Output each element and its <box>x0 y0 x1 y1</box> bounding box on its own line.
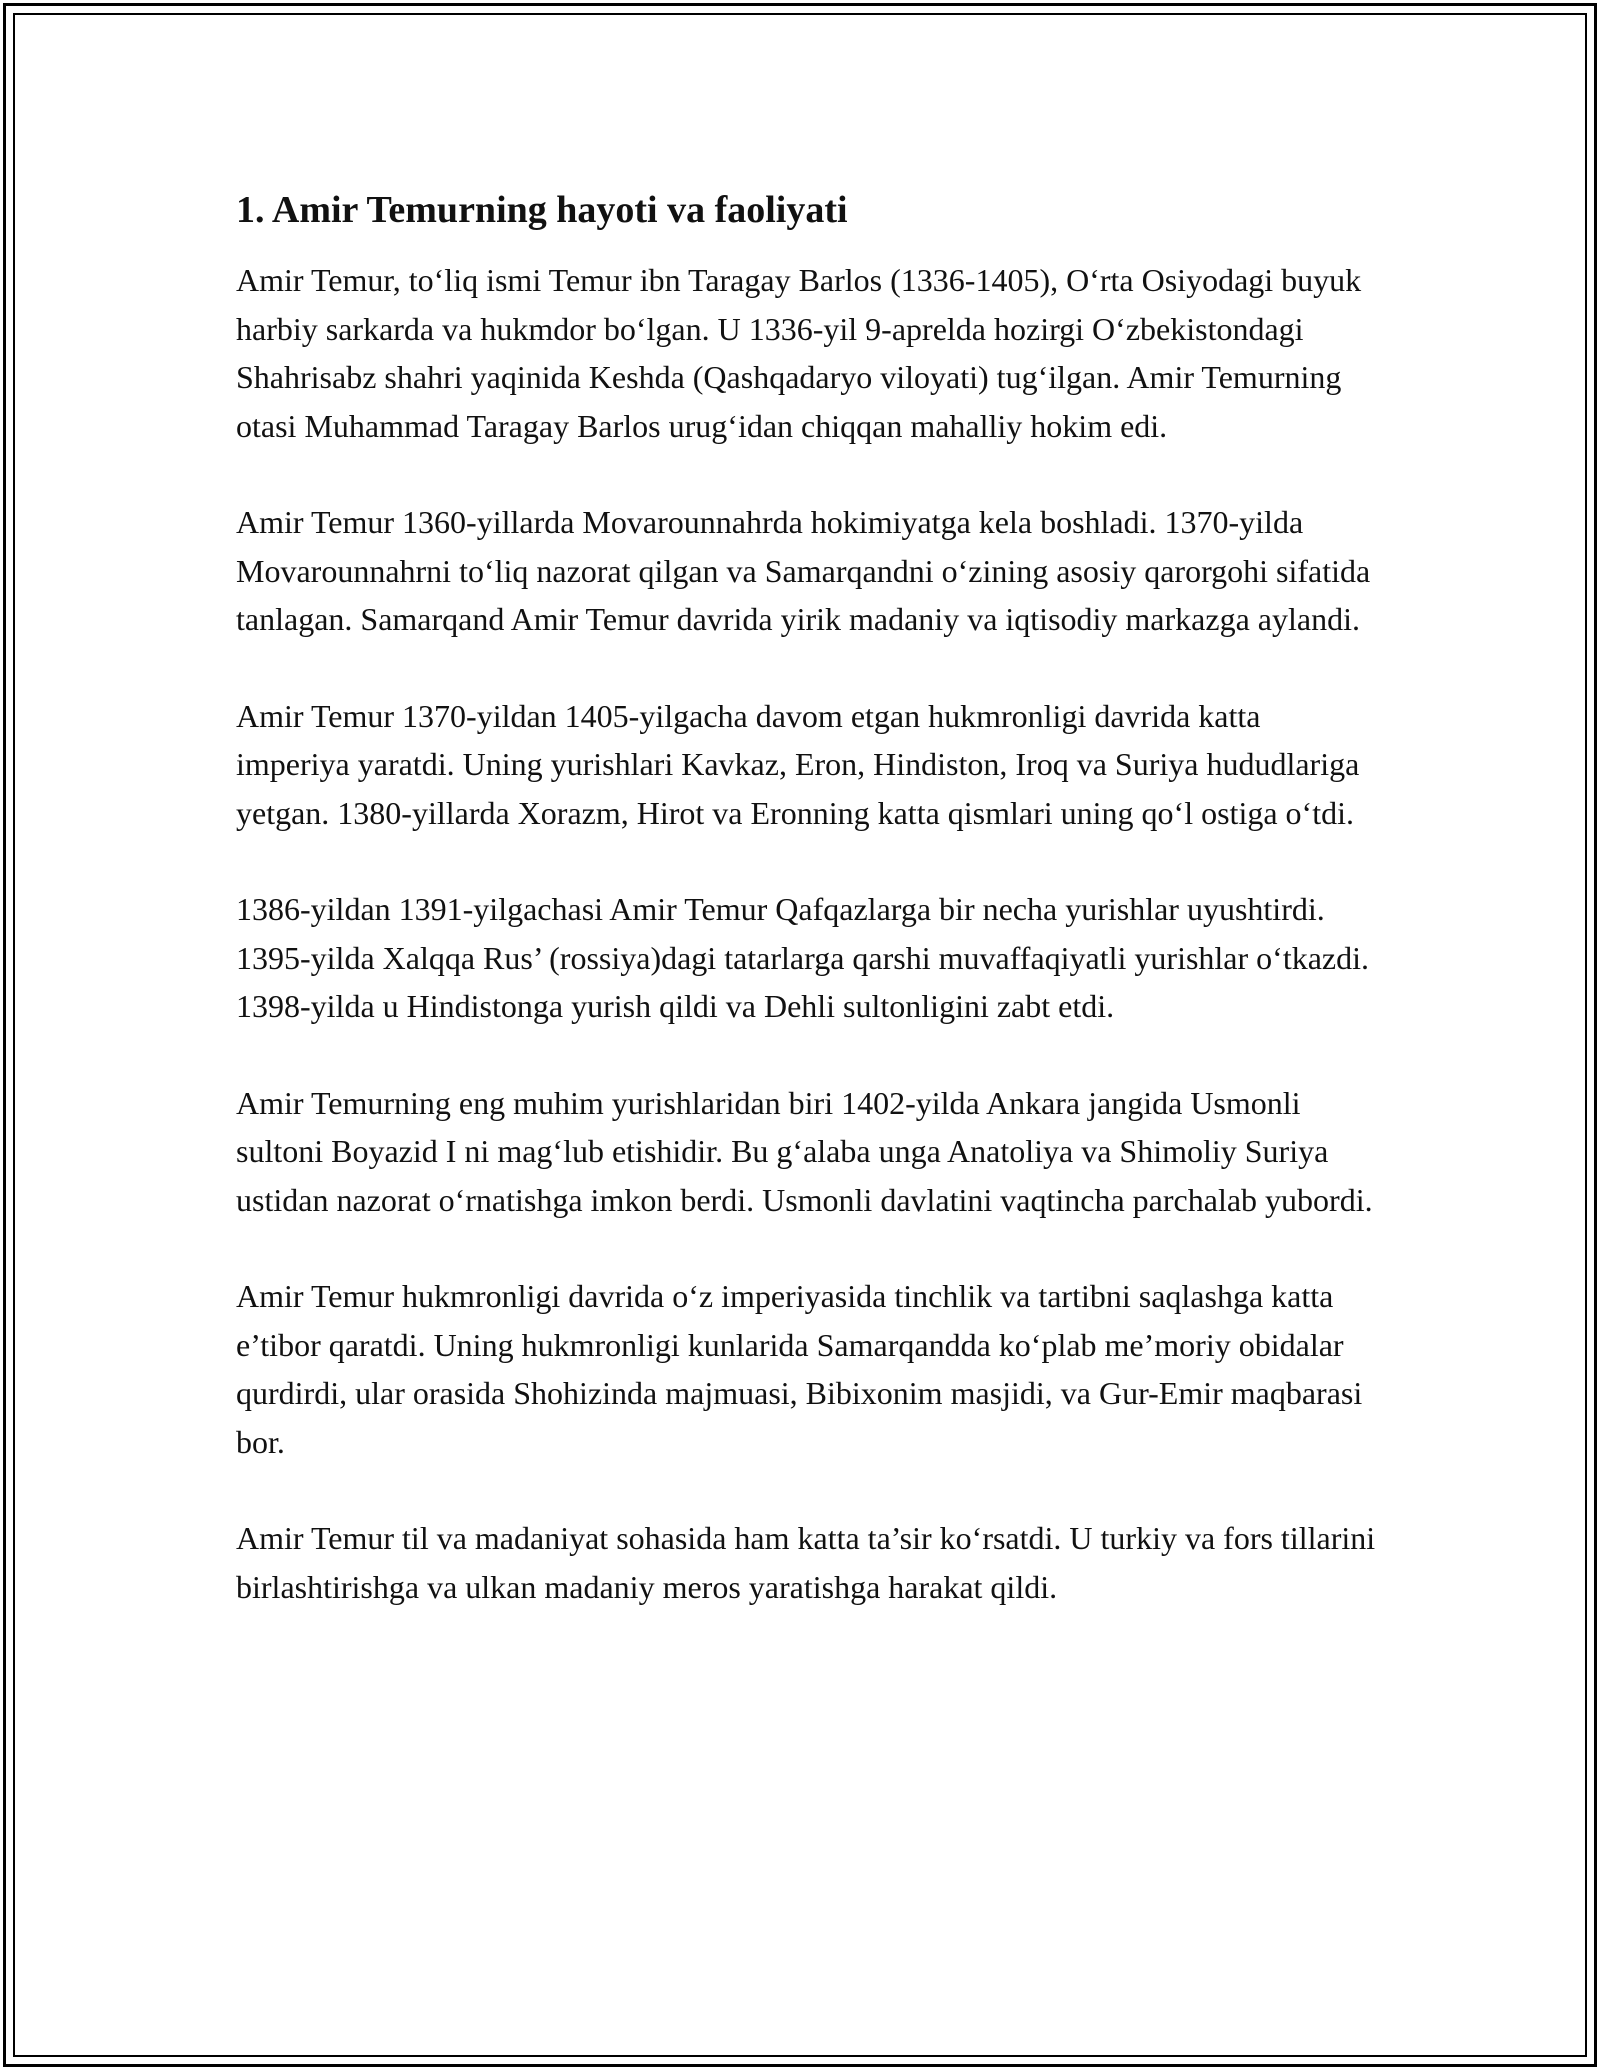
paragraph-1: Amir Temur, to‘liq ismi Temur ibn Taragay Barlos (1336-1405), O‘rta Osiyodagi buyuk harbiy sarkarda va hukmdor bo‘lgan. U 1336-yil 9-aprelda hozirgi O‘zbekistondagi Shahrisabz shahri yaqinida Keshda (Qashqadaryo viloyati) tug‘ilgan. Amir Temurning otasi Muhammad Taragay Barlos urug‘idan chiqqan mahalliy hokim edi. <box>236 262 1362 444</box>
document-title: 1. Amir Temurning hayoti va faoliyati <box>236 189 848 231</box>
document-body <box>236 184 1376 1659</box>
paragraph-5: Amir Temurning eng muhim yurishlaridan biri 1402-yilda Ankara jangida Usmonli sultoni Boyazid I ni mag‘lub etishidir. Bu g‘alaba unga Anatoliya va Shimoliy Suriya ustidan nazorat o‘rnatishga imkon berdi. Usmonli davlatini vaqtincha parchalab yubordi. <box>236 1084 1373 1218</box>
paragraph-6: Amir Temur hukmronligi davrida o‘z imperiyasida tinchlik va tartibni saqlashga katta e’tibor qaratdi. Uning hukmronligi kunlarida Samarqandda ko‘plab me’moriy obidalar qurdirdi, ular orasida Shohizinda majmuasi, Bibixonim masjidi, va Gur-Emir maqbarasi bor. <box>236 1278 1363 1460</box>
paragraph-4: 1386-yildan 1391-yilgachasi Amir Temur Qafqazlarga bir necha yurishlar uyushtirdi. 1395-yilda Xalqqa Rus’ (rossiya)dagi tatarlarga qarshi muvaffaqiyatli yurishlar o‘tkazdi. 1398-yilda u Hindistonga yurish qildi va Dehli sultonligini zabt etdi. <box>236 891 1369 1024</box>
paragraph-2: Amir Temur 1360-yillarda Movarounnahrda hokimiyatga kela boshladi. 1370-yilda Movarounnahrni to‘liq nazorat qilgan va Samarqandni o‘zining asosiy qarorgohi sifatida tanlagan. Samarqand Amir Temur davrida yirik madaniy va iqtisodiy markazga aylandi. <box>236 504 1371 637</box>
paragraph-3: Amir Temur 1370-yildan 1405-yilgacha davom etgan hukmronligi davrida katta imperiya yaratdi. Uning yurishlari Kavkaz, Eron, Hindiston, Iroq va Suriya hududlariga yetgan. 1380-yillarda Xorazm, Hirot va Eronning katta qismlari uning qo‘l ostiga o‘tdi. <box>236 697 1360 831</box>
paragraph-7: Amir Temur til va madaniyat sohasida ham katta ta’sir ko‘rsatdi. U turkiy va fors tillarini birlashtirishga va ulkan madaniy meros yaratishga harakat qildi. <box>236 1520 1376 1605</box>
